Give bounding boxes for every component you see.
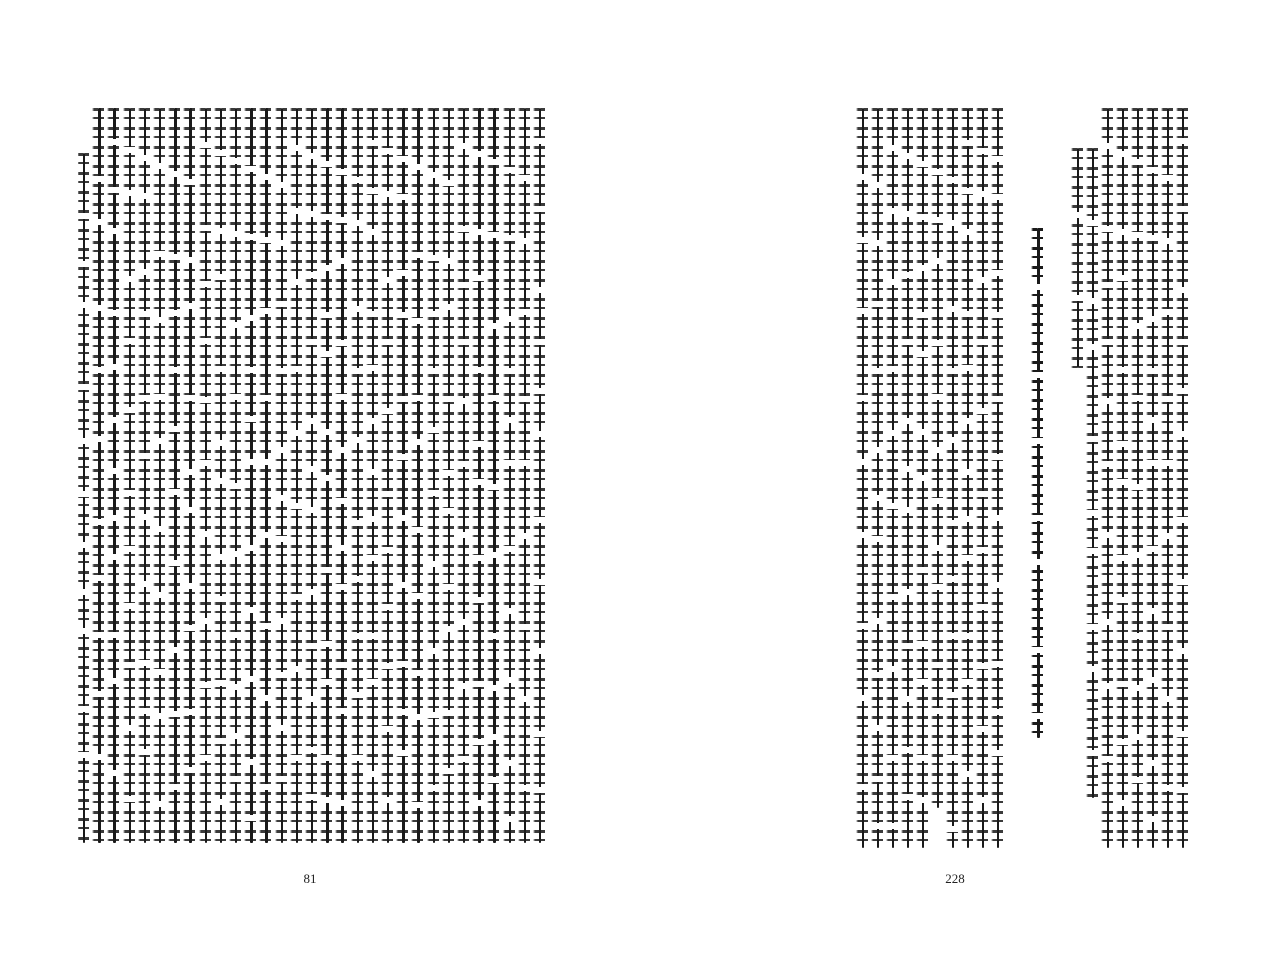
text-column [138,108,152,843]
text-column [123,108,137,843]
text-column [259,108,273,843]
text-column [1146,108,1160,848]
text-column [976,108,990,848]
text-column [214,108,228,843]
text-column [351,108,365,843]
text-column [1031,228,1045,738]
right-page-number: 228 [945,871,965,886]
right-page-text-columns [721,108,1191,860]
text-column [503,108,517,843]
text-column [229,108,243,843]
text-column [1131,108,1145,848]
text-column [457,108,471,843]
text-column [472,108,486,843]
text-column [320,108,334,843]
text-column [168,108,182,843]
text-column [871,108,885,848]
text-column [946,108,960,848]
text-column [199,108,213,843]
left-page [0,0,632,978]
text-column [1161,108,1175,848]
left-page-number: 81 [303,871,317,886]
text-column [856,108,870,848]
text-column [886,108,900,848]
right-page [633,0,1265,978]
text-column [411,108,425,843]
text-column [931,108,945,808]
text-column [1116,108,1130,848]
text-column [1176,108,1190,848]
text-column [92,108,106,843]
text-column [533,108,547,843]
text-column [1071,148,1085,368]
text-column [78,153,91,843]
text-column [961,108,975,848]
text-column [275,108,289,843]
text-column [244,108,258,843]
text-column [305,108,319,843]
text-column [916,108,930,848]
text-column [518,108,532,843]
text-column [396,108,410,843]
text-column [487,108,501,843]
text-column [183,108,197,843]
text-column [153,108,167,843]
text-column [991,108,1005,848]
text-column [901,108,915,848]
left-page-text-columns [78,108,550,860]
text-column [1101,108,1115,848]
text-column [1086,148,1100,798]
text-column [366,108,380,843]
text-column [107,108,121,843]
text-column [381,108,395,843]
text-column [427,108,441,843]
text-column [335,108,349,843]
text-column [290,108,304,843]
text-column [442,108,456,843]
